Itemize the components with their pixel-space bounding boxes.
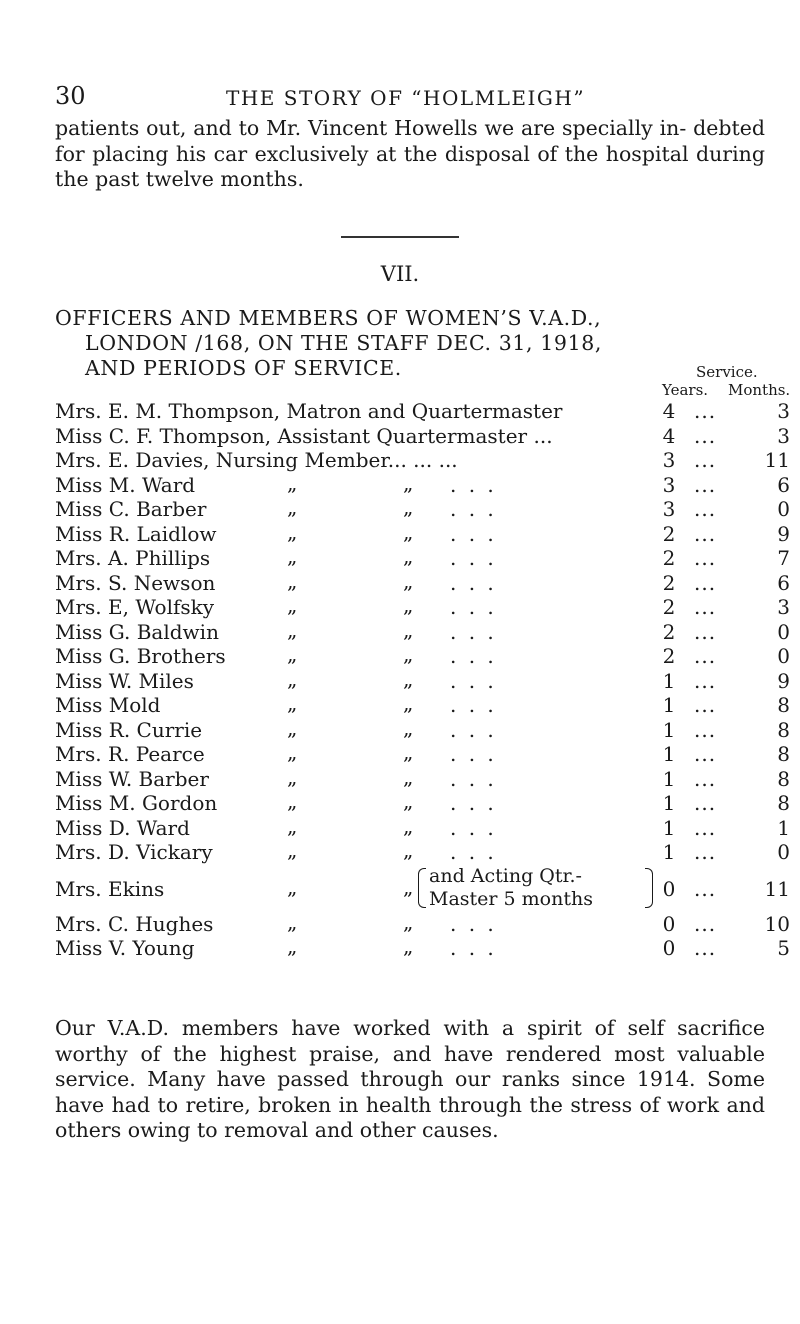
leader-dots: . . .: [450, 595, 497, 619]
member-name: Miss V. Young: [55, 936, 195, 960]
leader-separator: ...: [694, 876, 717, 901]
member-name: Mrs. Ekins: [55, 876, 165, 901]
service-months: 3: [777, 399, 790, 423]
roster-row: [55, 595, 795, 620]
member-name: Miss R. Laidlow: [55, 521, 217, 546]
roster-row: [55, 840, 795, 865]
leader-separator: ...: [694, 619, 717, 644]
member-name: Miss C. Barber: [55, 497, 207, 521]
service-years: 4: [662, 399, 676, 423]
ditto-mark: „: [403, 495, 414, 519]
roster-row: [55, 644, 795, 669]
member-name: Miss G. Baldwin: [55, 619, 219, 644]
ditto-mark: „: [287, 934, 298, 958]
service-months: 3: [777, 595, 790, 619]
service-years: 1: [662, 766, 676, 791]
service-months: 8: [777, 717, 790, 742]
leader-dots: . . .: [450, 717, 497, 742]
service-years: 0: [662, 911, 676, 936]
ditto-mark: „: [287, 617, 298, 642]
service-months: 8: [777, 693, 790, 717]
leader-separator: ...: [694, 766, 717, 791]
ditto-mark: „: [403, 838, 414, 862]
ditto-mark: „: [403, 519, 414, 544]
leader-separator: ...: [694, 448, 717, 472]
roster-row: [55, 791, 795, 816]
intro-paragraph: patients out, and to Mr. Vincent Howells we are specially in- debted for placing his car exclusively at the disposal of the hospital during the past twelve months.: [55, 116, 765, 191]
leader-separator: ...: [694, 911, 717, 936]
service-years: 1: [662, 840, 676, 864]
closing-paragraph: Our V.A.D. members have worked with a spirit of self sacrifice worthy of the highest praise, and have rendered most valuable service. Many have passed through our ranks since 1914. Some have had to retire, broken in health through the stress of work and others owing to removal and other causes.: [55, 1016, 765, 1142]
leader-separator: ...: [694, 595, 717, 619]
running-head: THE STORY OF “HOLMLEIGH”: [226, 86, 586, 110]
service-months: 0: [777, 619, 790, 644]
heading-line: OFFICERS AND MEMBERS OF WOMEN’S V.A.D.,: [55, 306, 602, 330]
leader-dots: . . .: [450, 521, 497, 546]
ditto-mark: „: [403, 909, 414, 934]
ditto-mark: „: [403, 691, 414, 715]
service-months: 0: [777, 497, 790, 521]
member-name: Mrs. S. Newson: [55, 570, 216, 595]
service-months: 8: [777, 742, 790, 766]
service-years: 0: [662, 876, 676, 901]
ditto-mark: „: [403, 813, 414, 838]
leader-separator: ...: [694, 668, 717, 693]
member-name: Mrs. E. Davies, Nursing Member... ... ...: [55, 448, 458, 472]
service-years: 3: [662, 448, 676, 472]
ditto-mark: „: [287, 838, 298, 862]
section-heading: [55, 306, 795, 381]
ditto-mark: „: [287, 544, 298, 568]
member-name: Mrs. A. Phillips: [55, 546, 211, 570]
service-months: 9: [777, 521, 790, 546]
right-brace: [645, 868, 653, 908]
ditto-mark: „: [287, 593, 298, 617]
ditto-mark: „: [403, 715, 414, 740]
roster-row: [55, 909, 795, 937]
roster-row: [55, 813, 795, 841]
note-line: Master 5 months: [429, 887, 593, 910]
ditto-mark: „: [403, 544, 414, 568]
ditto-mark: „: [287, 470, 298, 495]
roster-row: [55, 519, 795, 547]
leader-separator: ...: [694, 693, 717, 717]
service-years: 1: [662, 668, 676, 693]
ditto-mark: „: [403, 874, 414, 899]
service-years: 1: [662, 815, 676, 840]
member-name: Mrs. C. Hughes: [55, 911, 214, 936]
section-number: VII.: [380, 262, 420, 286]
service-years: 1: [662, 742, 676, 766]
roster-row: [55, 936, 795, 961]
leader-separator: ...: [694, 521, 717, 546]
service-months: 6: [777, 472, 790, 497]
service-years: 2: [662, 570, 676, 595]
service-years: 3: [662, 497, 676, 521]
leader-dots: . . .: [450, 644, 497, 668]
ditto-mark: „: [403, 740, 414, 764]
roster-row: [55, 568, 795, 596]
page-number: 30: [55, 82, 86, 110]
service-years: 2: [662, 644, 676, 668]
leader-separator: ...: [694, 815, 717, 840]
member-name: Miss D. Ward: [55, 815, 190, 840]
leader-dots: . . .: [450, 742, 497, 766]
leader-separator: ...: [694, 399, 717, 423]
member-name: Mrs. E, Wolfsky: [55, 595, 215, 619]
leader-separator: ...: [694, 644, 717, 668]
roster-row: [55, 865, 795, 912]
ditto-mark: „: [403, 642, 414, 666]
roster-row: [55, 546, 795, 571]
member-note: [429, 865, 593, 911]
roster-row: [55, 764, 795, 792]
service-months: 9: [777, 668, 790, 693]
leader-dots: . . .: [450, 911, 497, 936]
ditto-mark: „: [403, 789, 414, 813]
ditto-mark: „: [287, 715, 298, 740]
ditto-mark: „: [287, 495, 298, 519]
leader-dots: . . .: [450, 472, 497, 497]
left-brace: [418, 868, 426, 908]
member-name: Miss G. Brothers: [55, 644, 226, 668]
service-months: 1: [777, 815, 790, 840]
leader-separator: ...: [694, 497, 717, 521]
months-column-header: Months.: [728, 381, 791, 399]
member-name: Miss W. Miles: [55, 668, 194, 693]
service-months: 8: [777, 791, 790, 815]
leader-dots: . . .: [450, 766, 497, 791]
leader-dots: . . .: [450, 619, 497, 644]
leader-dots: . . .: [450, 815, 497, 840]
roster-row: [55, 448, 795, 473]
member-name: Miss M. Ward: [55, 472, 196, 497]
service-months: 10: [764, 911, 790, 936]
leader-separator: ...: [694, 546, 717, 570]
roster-row: [55, 715, 795, 743]
ditto-mark: „: [403, 470, 414, 495]
heading-line: AND PERIODS OF SERVICE.: [85, 356, 402, 380]
leader-dots: . . .: [450, 840, 497, 864]
service-column-header: Service.: [696, 363, 758, 381]
member-name: Miss Mold: [55, 693, 161, 717]
member-name: Miss R. Currie: [55, 717, 203, 742]
leader-separator: ...: [694, 472, 717, 497]
roster-row: [55, 666, 795, 694]
service-months: 11: [764, 448, 790, 472]
ditto-mark: „: [287, 691, 298, 715]
section-divider: [341, 236, 459, 238]
roster-row: [55, 742, 795, 767]
ditto-mark: „: [287, 666, 298, 691]
leader-separator: ...: [694, 742, 717, 766]
note-line: and Acting Qtr.-: [429, 864, 582, 887]
service-years: 0: [662, 936, 676, 960]
ditto-mark: „: [287, 764, 298, 789]
heading-line: LONDON /168, ON THE STAFF DEC. 31, 1918,: [85, 331, 602, 355]
ditto-mark: „: [403, 666, 414, 691]
roster-row: [55, 617, 795, 645]
ditto-mark: „: [403, 568, 414, 593]
member-name: Miss C. F. Thompson, Assistant Quartermaster ...: [55, 423, 553, 448]
leader-separator: ...: [694, 717, 717, 742]
ditto-mark: „: [287, 789, 298, 813]
roster-row: [55, 424, 795, 449]
service-years: 2: [662, 619, 676, 644]
leader-dots: . . .: [450, 936, 497, 960]
member-name: Mrs. R. Pearce: [55, 742, 205, 766]
member-name: Mrs. D. Vickary: [55, 840, 213, 864]
roster-row: [55, 497, 795, 522]
service-years: 2: [662, 521, 676, 546]
service-years: 2: [662, 546, 676, 570]
ditto-mark: „: [287, 874, 298, 899]
leader-separator: ...: [694, 570, 717, 595]
leader-separator: ...: [694, 423, 717, 448]
ditto-mark: „: [287, 642, 298, 666]
ditto-mark: „: [403, 617, 414, 642]
ditto-mark: „: [403, 934, 414, 958]
ditto-mark: „: [287, 909, 298, 934]
service-months: 0: [777, 840, 790, 864]
ditto-mark: „: [287, 568, 298, 593]
leader-dots: . . .: [450, 668, 497, 693]
member-name: Miss M. Gordon: [55, 791, 218, 815]
leader-dots: . . .: [450, 546, 497, 570]
service-roster: [55, 399, 795, 961]
years-column-header: Years.: [662, 381, 709, 399]
leader-dots: . . .: [450, 791, 497, 815]
service-months: 7: [777, 546, 790, 570]
service-years: 2: [662, 595, 676, 619]
service-months: 8: [777, 766, 790, 791]
leader-separator: ...: [694, 791, 717, 815]
service-years: 1: [662, 693, 676, 717]
ditto-mark: „: [287, 813, 298, 838]
service-months: 5: [777, 936, 790, 960]
service-months: 3: [777, 423, 790, 448]
ditto-mark: „: [287, 740, 298, 764]
service-years: 1: [662, 717, 676, 742]
ditto-mark: „: [403, 764, 414, 789]
roster-row: [55, 693, 795, 718]
leader-separator: ...: [694, 936, 717, 960]
ditto-mark: „: [287, 519, 298, 544]
service-months: 0: [777, 644, 790, 668]
leader-dots: . . .: [450, 497, 497, 521]
leader-dots: . . .: [450, 570, 497, 595]
service-years: 3: [662, 472, 676, 497]
member-name: Miss W. Barber: [55, 766, 209, 791]
roster-row: [55, 470, 795, 498]
leader-dots: . . .: [450, 693, 497, 717]
service-years: 4: [662, 423, 676, 448]
service-years: 1: [662, 791, 676, 815]
roster-row: [55, 399, 795, 424]
service-months: 6: [777, 570, 790, 595]
member-name: Mrs. E. M. Thompson, Matron and Quartermaster: [55, 399, 563, 423]
ditto-mark: „: [403, 593, 414, 617]
service-months: 11: [764, 876, 790, 901]
leader-separator: ...: [694, 840, 717, 864]
